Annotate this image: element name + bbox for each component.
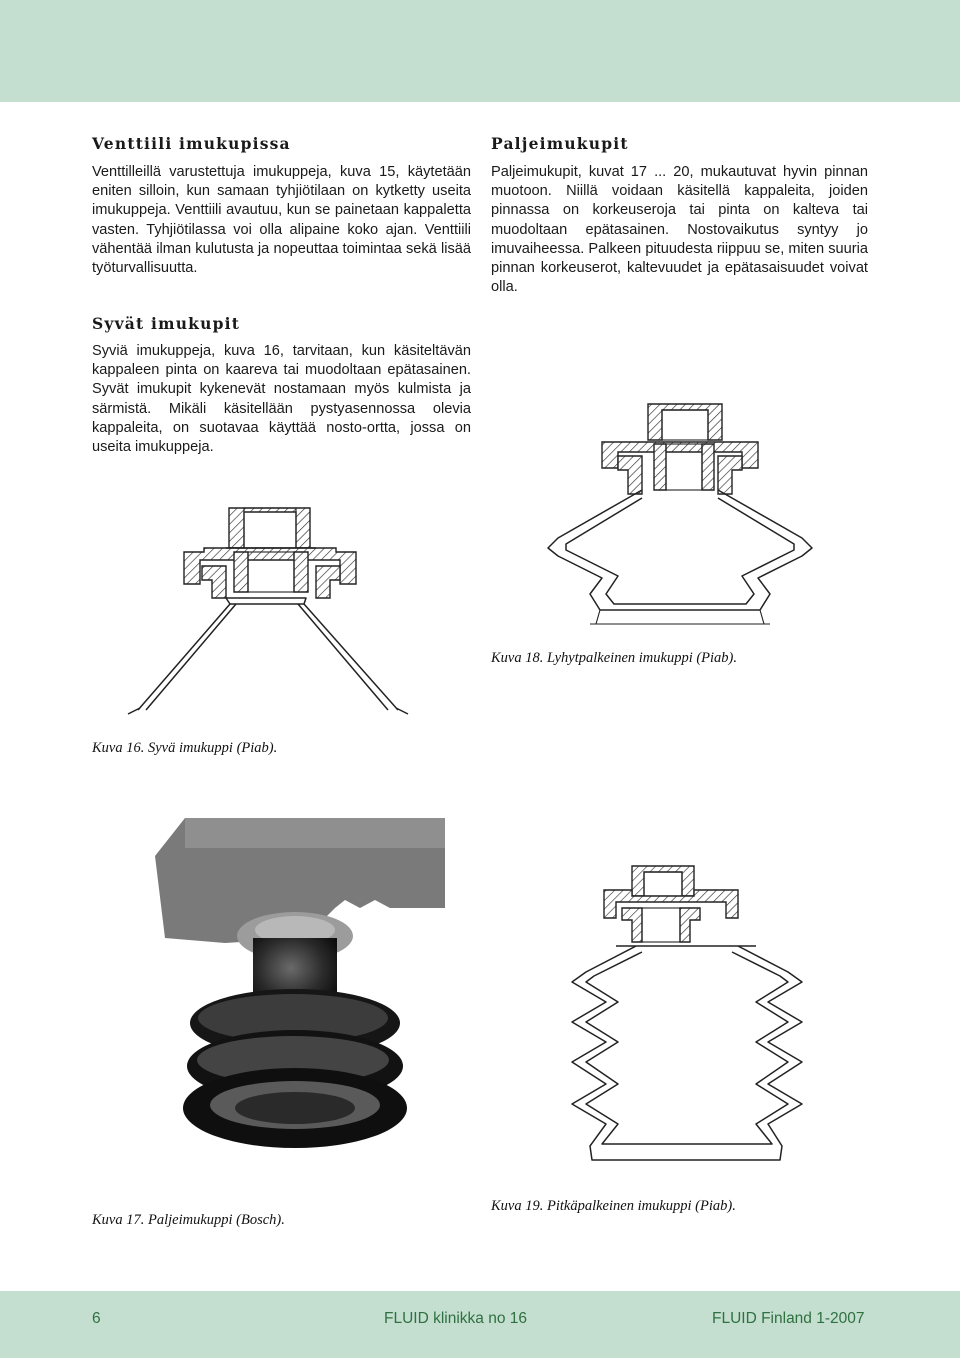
- heading-venttiili-imukupissa: Venttiili imukupissa: [92, 134, 291, 153]
- caption-figure-16: Kuva 16. Syvä imukuppi (Piab).: [92, 740, 278, 756]
- footer-issue: FLUID Finland 1-2007: [712, 1310, 865, 1327]
- footer-publication: FLUID klinikka no 16: [384, 1310, 528, 1327]
- paragraph-paljeimukupit: Paljeimukupit, kuvat 17 ... 20, mukautuvat hyvin pinnan muotoon. Niillä voidaan käsitellä kappaleita, joiden pinnassa on korkeuseroja tai pinta on kalteva tai muodoltaan epätasainen. Nostovaikutus syntyy jo imuvaiheessa. Palkeen pituudesta riippuu se, miten suuria pinnan korkeuserot, kaltevuudet ja epätasaisuudet voivat olla.: [491, 164, 868, 296]
- figure-deep-suction-cup-drawing: [126, 500, 406, 722]
- figure-long-bellows-cup-drawing: [566, 862, 814, 1172]
- caption-figure-17: Kuva 17. Paljeimukuppi (Bosch).: [92, 1212, 285, 1228]
- figure-bellows-cup-photo: [145, 808, 445, 1203]
- caption-figure-18: Kuva 18. Lyhytpalkeinen imukuppi (Piab).: [491, 650, 738, 666]
- paragraph-syvat: Syviä imukuppeja, kuva 16, tarvitaan, kun käsiteltävän kappaleen pinta on kaareva tai muodoltaan epätasainen. Syvät imukupit kykenevät nostamaan myös kulmista ja särmistä. Mikäli käsitellään pystyasennossa olevia kappaleita, on suotavaa käyttää nosto-ortta, jossa on useita imukuppeja.: [92, 343, 471, 456]
- heading-paljeimukupit: Paljeimukupit: [491, 134, 629, 153]
- caption-figure-19: Kuva 19. Pitkäpalkeinen imukuppi (Piab).: [491, 1198, 736, 1214]
- paragraph-venttiili: Venttilleillä varustettuja imukuppeja, kuva 15, käytetään eniten silloin, kun samaan tyhjiötilaan on kytketty useita imukuppeja. Venttiili avautuu, kun se painetaan kappaletta vasten. Tyhjiötilassa voi olla alipaine koko ajan. Venttiili vähentää ilman kulutusta ja nopeuttaa toimintaa sekä lisää työturvallisuutta.: [92, 164, 471, 277]
- header-band: [0, 0, 960, 102]
- page-number: 6: [92, 1310, 101, 1327]
- heading-syvat-imukupit: Syvät imukupit: [92, 314, 241, 333]
- figure-short-bellows-cup-drawing: [530, 398, 830, 638]
